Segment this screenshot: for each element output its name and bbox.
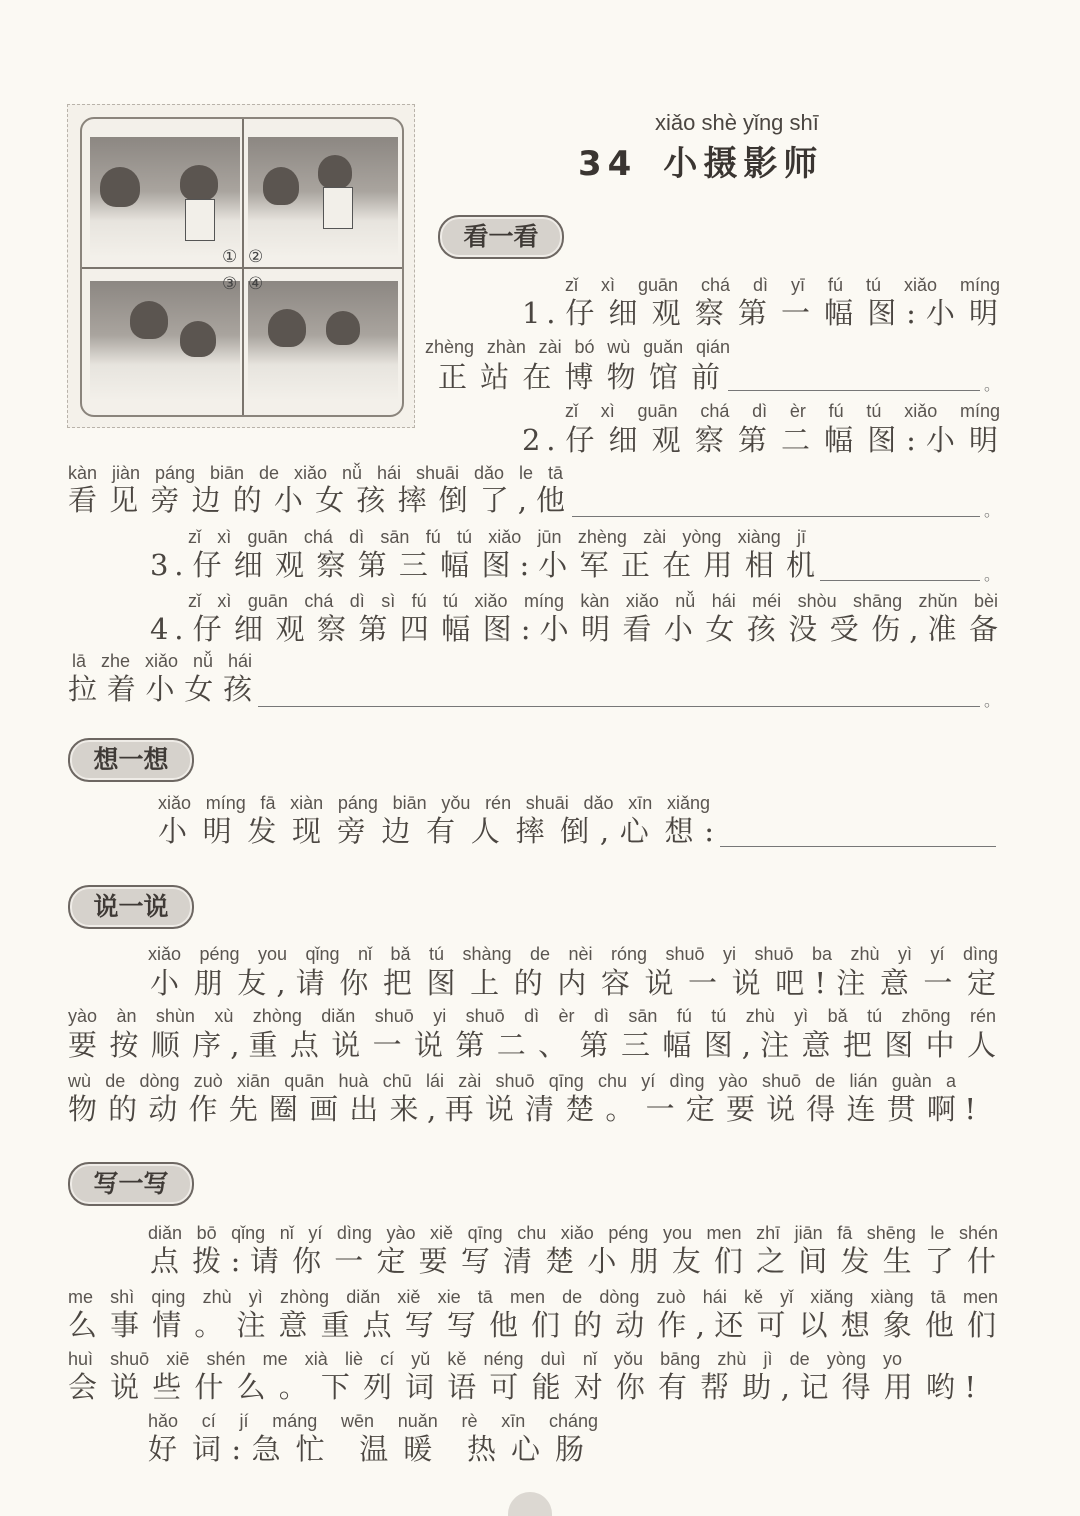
text-line: 物 的 动 作 先 圈 画 出 来 , 再 说 清 楚 。 一 定 要 说 得 连 贯 啊 ! [68, 1092, 976, 1126]
comic-illustration [67, 104, 415, 428]
pinyin-line: lā zhe xiǎo nǚ hái [72, 651, 252, 671]
pinyin-line: xiǎo míng fā xiàn páng biān yǒu rén shuāi dǎo xīn xiǎng [158, 793, 710, 813]
divider [82, 267, 402, 269]
period: 。 [984, 691, 1001, 710]
text-line: 拉 着 小 女 孩 [68, 672, 252, 706]
section-say-badge: 说一说 [68, 885, 194, 929]
text-line: 1 . 仔 细 观 察 第 一 幅 图 : 小 明 [522, 296, 998, 330]
figure [268, 309, 306, 347]
pinyin-line: diǎn bō qǐng nǐ yí dìng yào xiě qīng chu xiǎo péng you men zhī jiān fā shēng le shén [148, 1223, 998, 1243]
text-line: 3 . 仔 细 观 察 第 三 幅 图 : 小 军 正 在 用 相 机 [150, 548, 815, 582]
panel-number: ③ [222, 274, 238, 294]
figure [100, 167, 140, 207]
text-line: 看 见 旁 边 的 小 女 孩 摔 倒 了 , 他 [68, 483, 565, 517]
text-line: 正 站 在 博 物 馆 前 [438, 360, 720, 394]
pinyin-line: zǐ xì guān chá dì sì fú tú xiǎo míng kàn xiǎo nǚ hái méi shòu shāng zhǔn bèi [188, 591, 998, 611]
panel-1 [90, 137, 240, 257]
period: 。 [984, 501, 1001, 520]
panel-4 [248, 281, 398, 401]
answer-blank[interactable] [258, 706, 980, 707]
text-line: 小 明 发 现 旁 边 有 人 摔 倒 , 心 想 : [158, 814, 714, 848]
text-line: 好 词 : 急 忙 温 暖 热 心 肠 [148, 1432, 584, 1466]
comic-frame [80, 117, 404, 417]
footer-decoration-icon [508, 1492, 552, 1516]
lesson-title [578, 136, 823, 185]
figure [318, 155, 352, 189]
pinyin-line: xiǎo péng you qǐng nǐ bǎ tú shàng de nèi róng shuō yi shuō ba zhù yì yí dìng [148, 944, 998, 964]
pinyin-line: huì shuō xiē shén me xià liè cí yǔ kě néng duì nǐ yǒu bāng zhù jì de yòng yo [68, 1349, 902, 1369]
pinyin-line: zhèng zhàn zài bó wù guǎn qián [425, 337, 730, 357]
answer-blank[interactable] [720, 846, 996, 847]
figure [326, 311, 360, 345]
panel-number: ④ [248, 274, 264, 294]
title-pinyin: xiǎo shè yǐng shī [655, 110, 819, 135]
answer-blank[interactable] [820, 580, 980, 581]
pinyin-line: zǐ xì guān chá dì èr fú tú xiǎo míng [565, 401, 1000, 421]
panel-2 [248, 137, 398, 257]
period: 。 [984, 375, 1001, 394]
text-line: 么 事 情 。 注 意 重 点 写 写 他 们 的 动 作 , 还 可 以 想 象 他 们 [68, 1308, 996, 1342]
pinyin-line: zǐ xì guān chá dì yī fú tú xiǎo míng [565, 275, 1000, 295]
answer-blank[interactable] [728, 390, 980, 391]
section-think-badge: 想一想 [68, 738, 194, 782]
figure [185, 199, 215, 241]
pinyin-line: kàn jiàn páng biān de xiǎo nǚ hái shuāi dǎo le tā [68, 463, 563, 483]
section-look-badge: 看一看 [438, 215, 564, 259]
lesson-number: 34 [578, 144, 638, 184]
text-line: 2 . 仔 细 观 察 第 二 幅 图 : 小 明 [522, 423, 998, 457]
panel-number: ① [222, 247, 238, 267]
lesson-title-text: 小摄影师 [663, 144, 824, 184]
figure [180, 165, 218, 201]
text-line: 点 拨 : 请 你 一 定 要 写 清 楚 小 朋 友 们 之 间 发 生 了 什 [150, 1244, 996, 1278]
text-line: 要 按 顺 序 , 重 点 说 一 说 第 二 、 第 三 幅 图 , 注 意 把 图 中 人 [68, 1028, 996, 1062]
pinyin-line: zǐ xì guān chá dì sān fú tú xiǎo jūn zhèng zài yòng xiàng jī [188, 527, 806, 547]
figure [323, 187, 353, 229]
figure [263, 167, 299, 205]
period: 。 [984, 565, 1001, 584]
figure [130, 301, 168, 339]
panel-number: ② [248, 247, 264, 267]
pinyin-line: hǎo cí jí máng wēn nuǎn rè xīn cháng [148, 1411, 598, 1431]
answer-blank[interactable] [572, 516, 980, 517]
panel-3 [90, 281, 240, 401]
text-line: 小 朋 友 , 请 你 把 图 上 的 内 容 说 一 说 吧 ! 注 意 一 定 [150, 966, 996, 1000]
figure [180, 321, 216, 357]
pinyin-line: wù de dòng zuò xiān quān huà chū lái zài shuō qīng chu yí dìng yào shuō de lián guàn a [68, 1071, 956, 1091]
section-write-badge: 写一写 [68, 1162, 194, 1206]
text-line: 会 说 些 什 么 。 下 列 词 语 可 能 对 你 有 帮 助 , 记 得 用 哟 ! [68, 1370, 976, 1404]
pinyin-line: yào àn shùn xù zhòng diǎn shuō yi shuō dì èr dì sān fú tú zhù yì bǎ tú zhōng rén [68, 1006, 996, 1026]
pinyin-line: me shì qing zhù yì zhòng diǎn xiě xie tā men de dòng zuò hái kě yǐ xiǎng xiàng tā men [68, 1287, 998, 1307]
text-line: 4 . 仔 细 观 察 第 四 幅 图 : 小 明 看 小 女 孩 没 受 伤 , 准 备 [150, 612, 998, 646]
